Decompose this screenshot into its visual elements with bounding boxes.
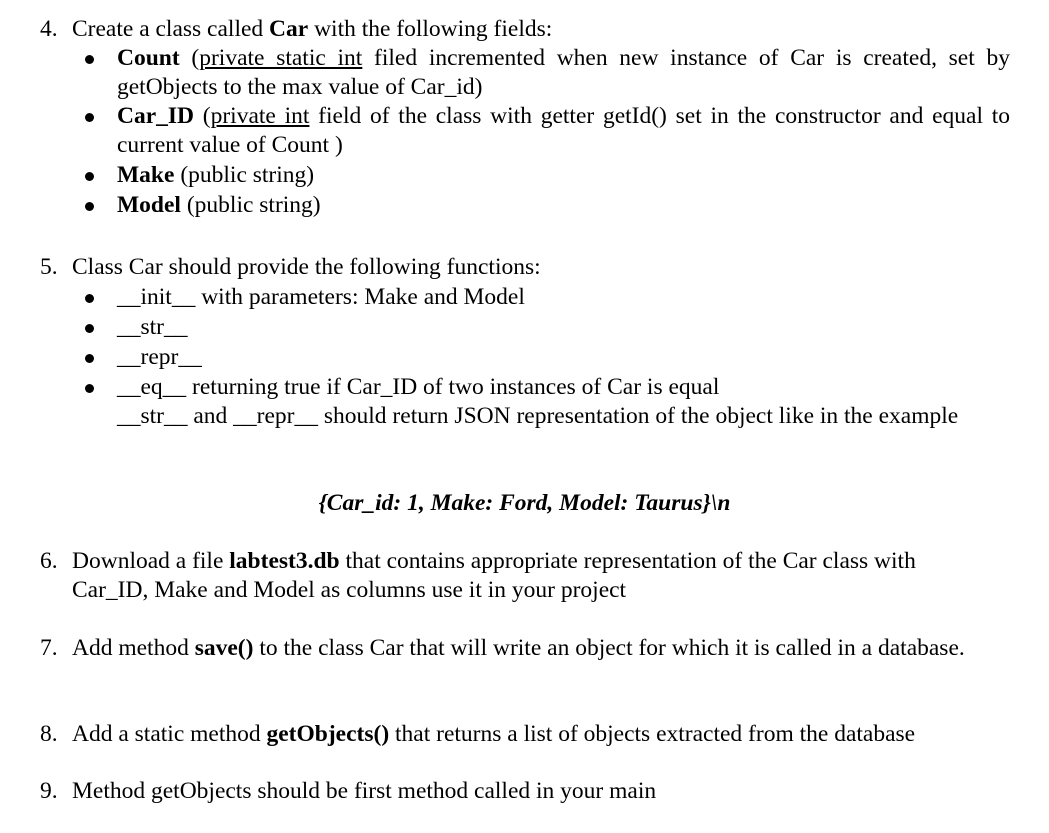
bullet-icon: [85, 384, 94, 393]
list-item: __eq__ returning true if Car_ID of two instances of Car is equal: [40, 373, 1010, 402]
item-7-text: Add method save() to the class Car that will write an object for which it is called in a database.: [72, 635, 965, 661]
bullet-icon: [85, 202, 94, 211]
item-6-text: Download a file labtest3.db that contains appropriate representation of the Car class with Car_ID, Make and Model as columns use it in your project: [72, 548, 916, 603]
item-5: [40, 253, 1010, 431]
list-item: Car_ID (private int field of the class with getter getId() set in the constructor and equal to current value of Count ): [40, 102, 1010, 160]
list-item: Make (public string): [40, 161, 1010, 190]
list-item: __str__: [40, 313, 1010, 342]
item-number: 5.: [40, 254, 58, 280]
bullet-icon: [85, 354, 94, 363]
list-item: Model (public string): [40, 191, 1010, 220]
item-7: [40, 634, 1010, 663]
item-5-intro: Class Car should provide the following functions:: [72, 254, 541, 280]
item-8-text: Add a static method getObjects() that returns a list of objects extracted from the database: [72, 721, 916, 747]
item-4-intro: Create a class called Car with the following fields:: [72, 16, 553, 42]
item-9-text: Method getObjects should be first method called in your main: [72, 778, 657, 804]
item-number: 8.: [40, 721, 58, 747]
json-example: {Car_id: 1, Make: Ford, Model: Taurus}\n: [318, 490, 731, 516]
bullet-icon: [85, 55, 94, 64]
function-list: [40, 283, 1010, 402]
list-item: __repr__: [40, 343, 1010, 372]
item-number: 9.: [40, 778, 58, 804]
list-item: __init__ with parameters: Make and Model: [40, 283, 1010, 312]
item-number: 7.: [40, 635, 58, 661]
field-list: [40, 44, 1010, 220]
item-4: [40, 15, 1010, 220]
item-9: [40, 777, 1010, 806]
item-6: [40, 547, 1010, 605]
class-name-car: Car: [269, 16, 309, 42]
list-item: Count (private static int filed incremented when new instance of Car is created, set by getObjects to the max value of Car_id): [40, 44, 1010, 102]
item-number: 6.: [40, 548, 58, 574]
db-filename: labtest3.db: [229, 548, 340, 574]
getobjects-method-name: getObjects(): [266, 721, 390, 747]
item-number: 4.: [40, 16, 58, 42]
bullet-icon: [85, 172, 94, 181]
bullet-icon: [85, 113, 94, 122]
str-repr-note: __str__ and __repr__ should return JSON representation of the object like in the example: [117, 403, 959, 429]
bullet-icon: [85, 324, 94, 333]
item-8: [40, 720, 1010, 749]
save-method-name: save(): [194, 635, 254, 661]
bullet-icon: [85, 294, 94, 303]
